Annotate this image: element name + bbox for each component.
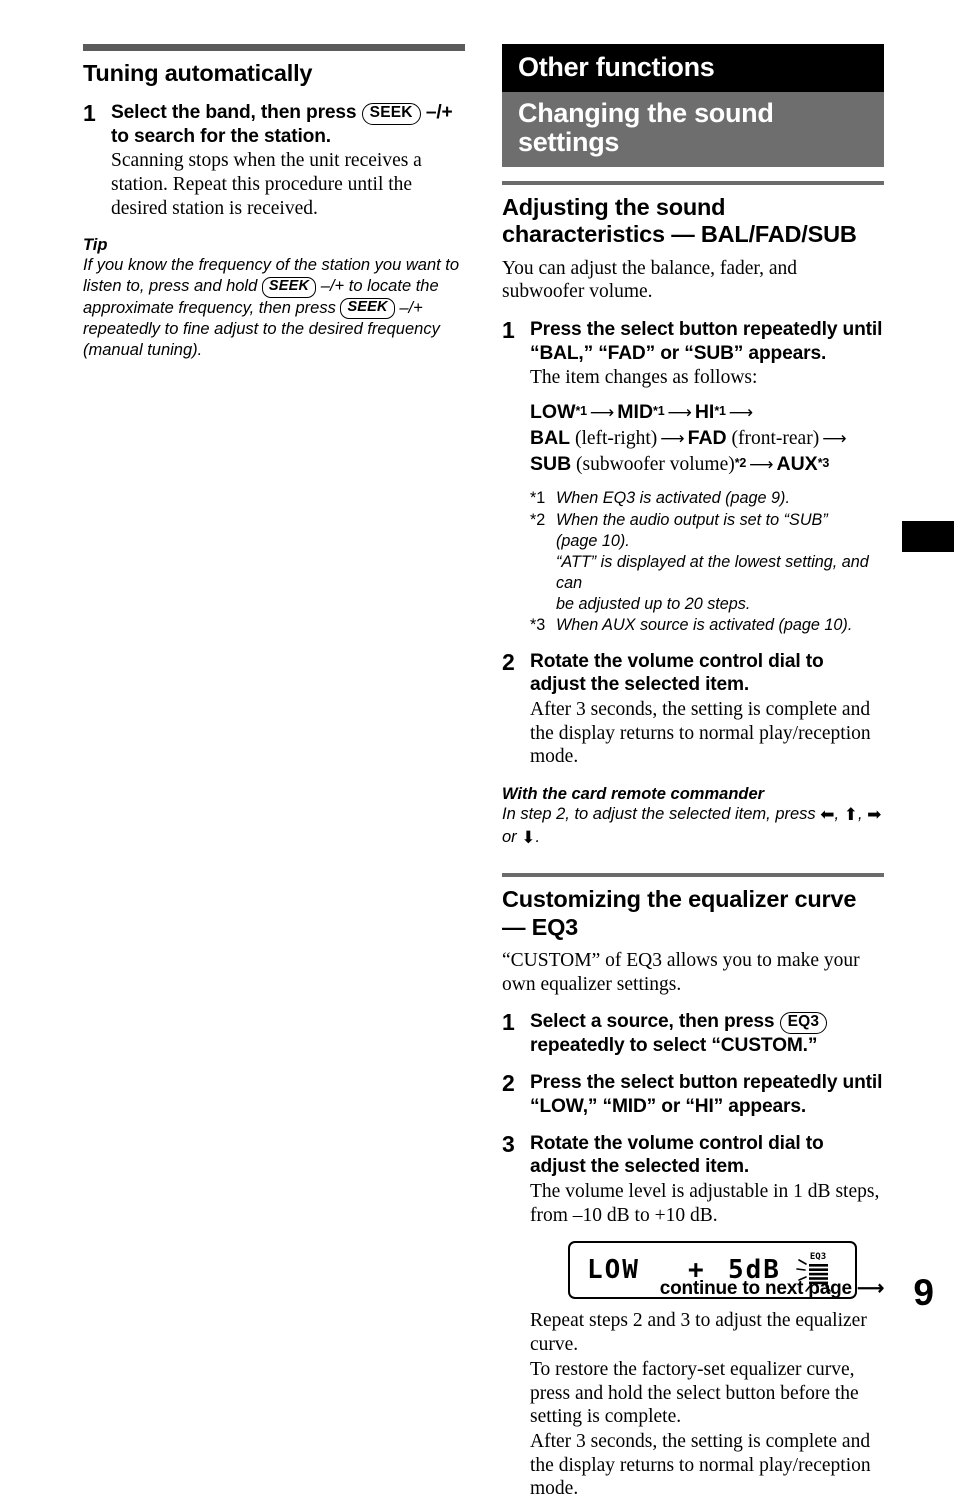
remote-commander-body: In step 2, to adjust the selected item, press ⬅, ⬆, ➡ or ⬇. xyxy=(502,805,882,848)
svg-text:EQ3: EQ3 xyxy=(809,1252,827,1263)
step-title xyxy=(530,1010,884,1057)
footnote-text: When the audio output is set to “SUB” xyxy=(556,510,828,529)
step-title-part2: –/+ xyxy=(425,102,453,124)
step-number: 2 xyxy=(502,648,515,675)
left-column xyxy=(83,44,465,361)
step-description: The volume level is adjustable in 1 dB steps, from –10 dB to +10 dB. xyxy=(530,1180,880,1226)
arrow-icon: ⟶ xyxy=(667,402,692,423)
after-lcd-text-3: After 3 seconds, the setting is complete and the display returns to normal play/reception mode. xyxy=(530,1431,871,1500)
seek-button-glyph: SEEK xyxy=(262,277,316,298)
item-sub-paren: (subwoofer volume) xyxy=(576,453,735,475)
footnote-continuation: (page 10). xyxy=(556,531,630,550)
lcd-value: 5dB xyxy=(728,1255,781,1286)
tip-heading: Tip xyxy=(83,236,108,255)
tip-line-3b: –/+ xyxy=(399,298,423,317)
item-hi: HI xyxy=(694,400,715,423)
item-fad: FAD xyxy=(687,426,727,449)
chapter-title: Other functions xyxy=(518,52,715,82)
footnote-ref: *1 xyxy=(714,403,726,418)
step-title xyxy=(111,101,465,148)
step-number: 2 xyxy=(502,1070,515,1097)
item-sequence-list xyxy=(530,400,884,478)
sound-characteristics-intro: You can adjust the balance, fader, and subwoofer volume. xyxy=(502,257,798,303)
tip-line-2a: listen to, press and hold xyxy=(83,277,258,296)
item-sub: SUB xyxy=(530,452,572,475)
tip-line-3a: approximate frequency, then press xyxy=(83,298,336,317)
chapter-band xyxy=(502,44,884,92)
remote-commander-text-c: . xyxy=(535,827,541,846)
sequence-line-3 xyxy=(530,452,884,478)
sound-characteristics-heading: Adjusting the sound characteristics — BAL/FAD/SUB xyxy=(502,194,857,248)
tip-line-1: If you know the frequency of the station you want to xyxy=(83,256,460,275)
item-fad-paren: (front-rear) xyxy=(731,427,820,449)
item-bal: BAL xyxy=(530,426,571,449)
remote-commander-text-b: or xyxy=(502,827,517,846)
step-number: 1 xyxy=(502,317,515,344)
footnote-ref: *2 xyxy=(734,455,747,470)
footnote-row xyxy=(530,510,884,531)
remote-commander-heading: With the card remote commander xyxy=(502,785,765,804)
step-title: Press the select button repeatedly until “BAL,” “FAD” or “SUB” appears. xyxy=(530,319,883,364)
section-rule-left xyxy=(83,44,465,51)
step-title: Press the select button repeatedly until “LOW,” “MID” or “HI” appears. xyxy=(530,1072,883,1117)
item-mid: MID xyxy=(617,400,654,423)
footnote-continuation: “ATT” is displayed at the lowest setting, and can xyxy=(556,552,869,592)
tip-line-5: (manual tuning). xyxy=(83,340,203,359)
step-title: Rotate the volume control dial to adjust the selected item. xyxy=(530,650,824,696)
arrow-left-icon: ⬅ xyxy=(820,805,835,826)
item-bal-paren: (left-right) xyxy=(574,427,658,449)
footnotes-block xyxy=(530,488,884,635)
sequence-line-1 xyxy=(530,400,884,426)
arrow-icon: ⟶ xyxy=(589,402,615,423)
step-number: 1 xyxy=(83,100,96,127)
eq-step-3 xyxy=(502,1132,884,1501)
step-title-part3: to search for the station. xyxy=(111,125,331,147)
equalizer-intro: “CUSTOM” of EQ3 allows you to make your own equalizer settings. xyxy=(502,949,860,995)
step-title-part-a: Select a source, then press xyxy=(530,1011,775,1033)
arrow-right-icon: ➡ xyxy=(867,805,882,826)
step-title-part1: Select the band, then press xyxy=(111,102,357,124)
footnote-ref: *1 xyxy=(575,403,587,418)
equalizer-heading: Customizing the equalizer curve — EQ3 xyxy=(502,886,857,940)
arrow-right-icon: ⟶ xyxy=(856,1278,884,1299)
sound-step-1 xyxy=(502,318,884,477)
footnote-continuation: be adjusted up to 20 steps. xyxy=(556,594,751,613)
footnote-row xyxy=(530,488,884,509)
left-step-1 xyxy=(83,101,465,220)
eq3-button-glyph: EQ3 xyxy=(780,1012,828,1034)
eq-step-1 xyxy=(502,1010,884,1057)
continue-label: continue to next page xyxy=(659,1278,852,1299)
tip-body xyxy=(83,255,465,360)
item-low: LOW xyxy=(530,400,576,423)
left-section-heading: Tuning automatically xyxy=(83,60,313,86)
footnote-mark: *1 xyxy=(530,489,546,508)
footnote-row xyxy=(530,615,884,636)
step-number: 1 xyxy=(502,1009,515,1036)
sound-step-2 xyxy=(502,650,884,769)
sequence-line-2 xyxy=(530,426,884,452)
item-aux: AUX xyxy=(776,452,818,475)
section-rule-right-2 xyxy=(502,873,884,877)
step-title-part-b: repeatedly to select “CUSTOM.” xyxy=(530,1034,818,1056)
seek-button-glyph: SEEK xyxy=(362,103,421,125)
step-title: Rotate the volume control dial to adjust the selected item. xyxy=(530,1133,824,1178)
seek-button-glyph: SEEK xyxy=(340,298,394,319)
section-title: Changing the sound settings xyxy=(518,98,774,157)
arrow-icon: ⟶ xyxy=(660,428,685,449)
footnote-mark: *2 xyxy=(530,510,546,529)
eq-step-2 xyxy=(502,1071,884,1118)
arrow-down-icon: ⬇ xyxy=(521,827,536,848)
tip-line-2b: –/+ to locate the xyxy=(320,277,439,296)
after-lcd-text-2: To restore the factory-set equalizer curve, press and hold the select button before the setting is complete. xyxy=(530,1359,859,1427)
page-edge-tab-marker xyxy=(902,521,954,552)
continue-footer xyxy=(660,1277,884,1300)
page-number: 9 xyxy=(913,1272,934,1313)
footnote-text: When EQ3 is activated (page 9). xyxy=(556,489,790,508)
footnote-text: When AUX source is activated (page 10). xyxy=(556,615,853,634)
lcd-sign: + xyxy=(688,1255,706,1286)
step-description: Scanning stops when the unit receives a station. Repeat this procedure until the desired station is received. xyxy=(111,150,422,219)
footnote-ref: *3 xyxy=(817,455,830,470)
footnote-ref: *1 xyxy=(653,403,665,418)
section-rule-right-1 xyxy=(502,181,884,185)
remote-commander-text-a: In step 2, to adjust the selected item, press xyxy=(502,805,816,824)
section-band xyxy=(502,92,884,167)
lcd-label: LOW xyxy=(587,1255,640,1286)
arrow-icon: ⟶ xyxy=(749,454,774,475)
step-description: The item changes as follows: xyxy=(530,366,758,388)
footnote-mark: *3 xyxy=(530,615,546,634)
step-description: After 3 seconds, the setting is complete and the display returns to normal play/reception mode. xyxy=(530,698,871,768)
arrow-up-icon: ⬆ xyxy=(843,805,858,826)
after-lcd-text-1: Repeat steps 2 and 3 to adjust the equalizer curve. xyxy=(530,1310,867,1355)
step-number: 3 xyxy=(502,1131,515,1158)
tip-line-4: repeatedly to fine adjust to the desired frequency xyxy=(83,319,440,338)
arrow-icon: ⟶ xyxy=(822,428,847,449)
arrow-icon: ⟶ xyxy=(728,402,754,423)
